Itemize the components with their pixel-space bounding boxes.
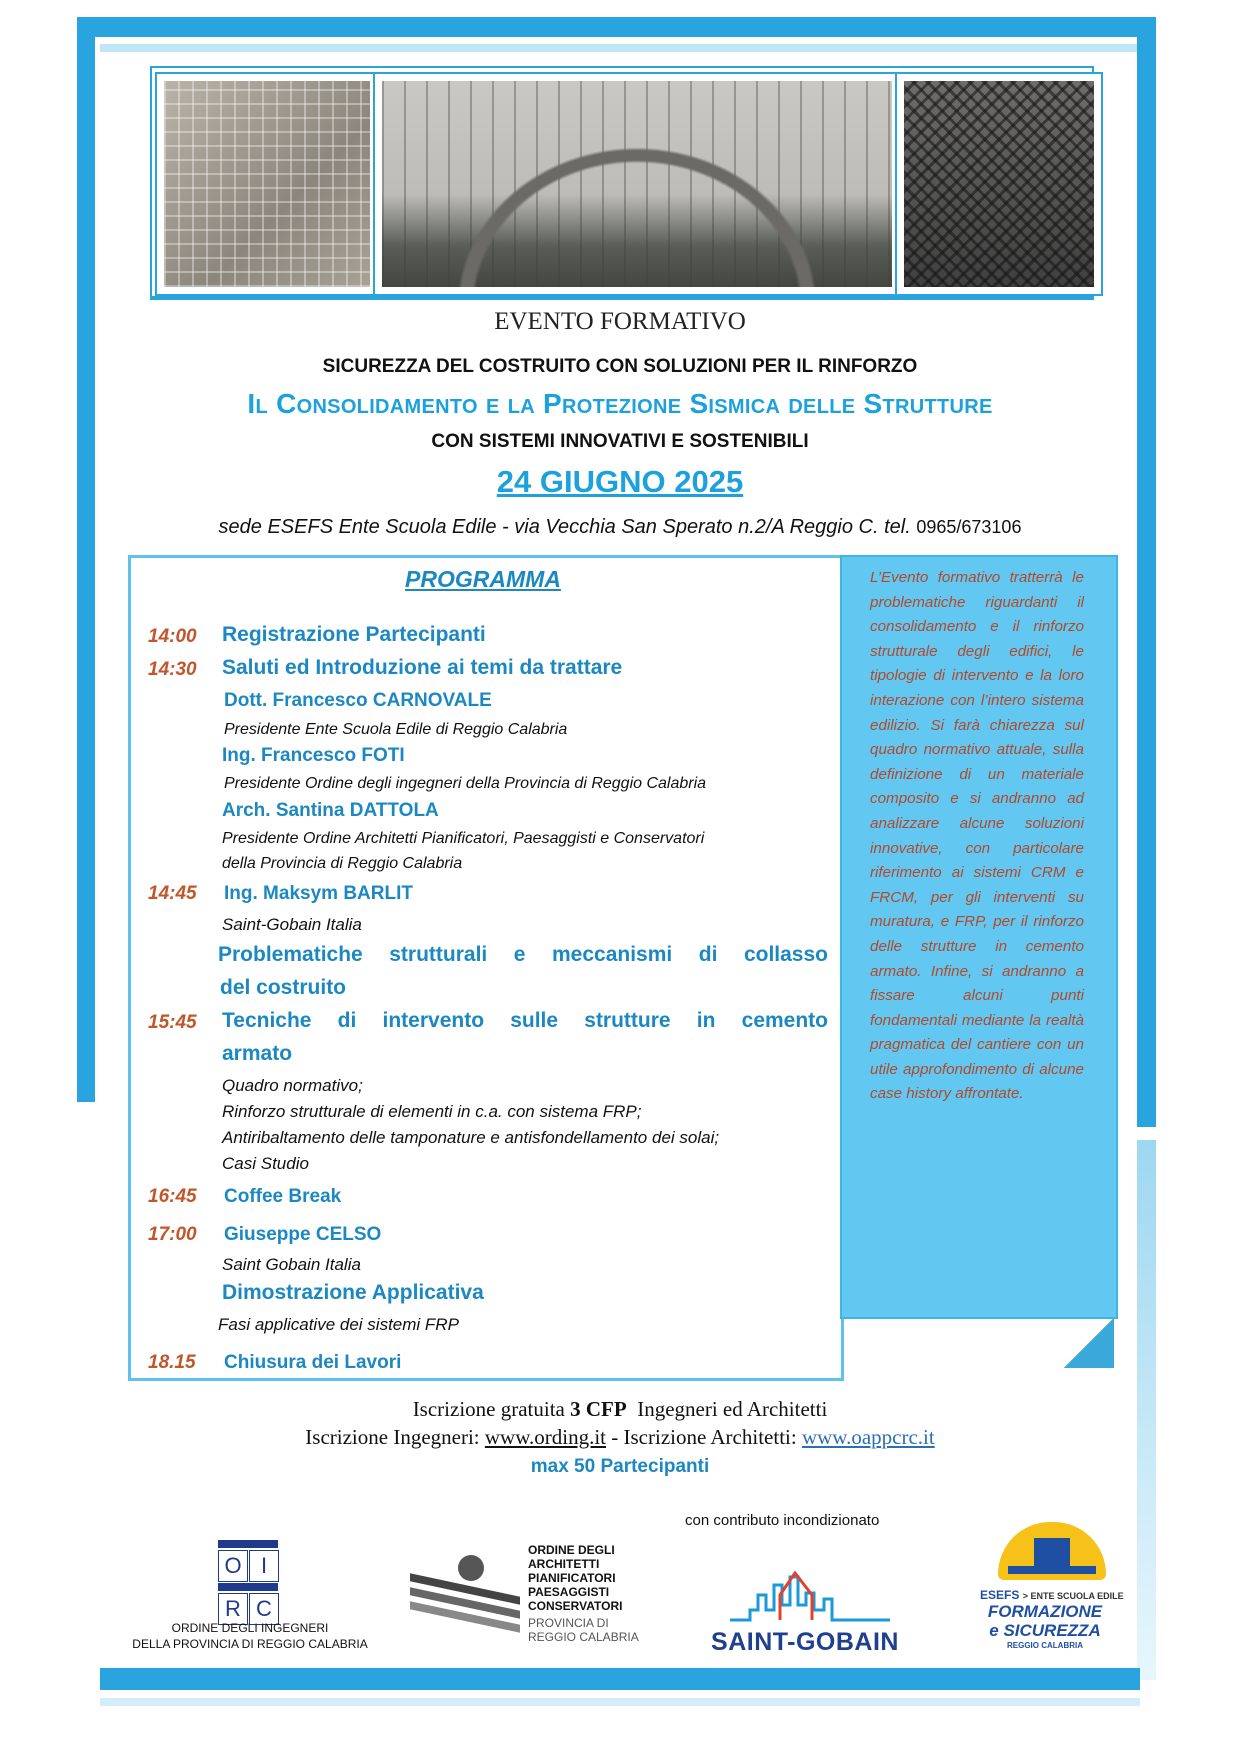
venue-phone: 0965/673106 <box>916 517 1022 537</box>
ording-link[interactable]: www.ording.it <box>484 1425 607 1449</box>
oirc-logo: O I R C <box>218 1540 278 1636</box>
registration-info: Iscrizione gratuita 3 CFP Ingegneri ed Architetti <box>412 1397 828 1421</box>
venue <box>100 516 1140 539</box>
frame-bottom-bar <box>100 1668 1140 1690</box>
frame-left-bar <box>77 17 95 1102</box>
photo-arch-structure <box>373 72 901 296</box>
time-1400: 14:00 <box>148 626 197 647</box>
photo-carbon-mesh <box>895 72 1103 296</box>
event-date: 24 GIUGNO 2025 <box>496 464 744 499</box>
frame-right-bar <box>1137 17 1156 1127</box>
speaker-celso: Giuseppe CELSO <box>224 1224 382 1245</box>
photo-mesh-wall <box>155 72 379 296</box>
subtitle-line-1: SICUREZZA DEL COSTRUITO CON SOLUZIONI PER IL RINFORZO <box>322 356 918 377</box>
talk-2-line-2: armato <box>222 1042 293 1065</box>
esefs-logo-city: REGGIO CALABRIA <box>1007 1641 1083 1650</box>
time-1430: 14:30 <box>148 659 197 680</box>
frame-top-strip <box>100 44 1140 52</box>
registration: Registrazione Partecipanti <box>222 623 486 646</box>
description-text: L’Evento formativo tratterrà le problematiche riguardanti il consolidamento e il rinforzo strutturale degli edifici, le tipologie di intervento e la loro interazione con l’intero sistema edilizio. Si farà chiarezza sul quadro normativo attuale, sulla definizione di un materiale composito e si andranno ad analizzare alcune soluzioni innovative, con particolare riferimento ai sistemi CRM e FRCM, per gli interventi su muratura, e FRP, per il rinforzo delle strutture in cemento armato. Infine, si andranno a fissare alcuni punti fondamentali mediante la realtà pragmatica del cantiere con un utile approfondimento di alcune case history affrontate. <box>870 569 1084 1103</box>
venue-address: sede ESEFS Ente Scuola Edile - via Vecchia San Sperato n.2/A Reggio C. tel. <box>218 516 911 538</box>
welcome: Saluti ed Introduzione ai temi da trattare <box>222 656 623 679</box>
architects-logo-text: ORDINE DEGLI ARCHITETTI PIANIFICATORI PAESAGGISTI CONSERVATORI <box>528 1543 623 1613</box>
talk-2-note-1: Quadro normativo; <box>222 1076 363 1095</box>
oappcrc-link[interactable]: www.oappcrc.it <box>801 1425 935 1449</box>
coffee-break: Coffee Break <box>224 1186 342 1207</box>
talk-2-note-4: Casi Studio <box>222 1154 309 1173</box>
esefs-helmet-icon <box>998 1522 1106 1580</box>
sponsor-note: con contributo incondizionato <box>685 1512 880 1529</box>
subtitle-line-3: CON SISTEMI INNOVATIVI E SOSTENIBILI <box>431 431 809 452</box>
saint-gobain-skyline-icon <box>720 1565 900 1627</box>
speaker-barlit: Ing. Maksym BARLIT <box>224 883 413 904</box>
talk-2-note-3: Antiribaltamento delle tamponature e antisfondellamento dei solai; <box>222 1128 720 1147</box>
time-1815: 18.15 <box>148 1352 196 1373</box>
saint-gobain-logo-text: SAINT-GOBAIN <box>711 1628 899 1656</box>
time-1545: 15:45 <box>148 1012 197 1033</box>
architects-logo-mark <box>410 1555 520 1625</box>
speaker-carnovale: Dott. Francesco CARNOVALE <box>224 690 492 711</box>
frame-bottom-strip <box>100 1698 1140 1706</box>
architects-logo-sub: PROVINCIA DI REGGIO CALABRIA <box>528 1616 639 1644</box>
esefs-logo-mid: FORMAZIONE <box>987 1602 1103 1621</box>
closing: Chiusura dei Lavori <box>224 1352 402 1373</box>
speaker-barlit-role: Saint-Gobain Italia <box>222 915 362 934</box>
time-1645: 16:45 <box>148 1186 197 1207</box>
speaker-celso-role: Saint Gobain Italia <box>222 1255 361 1274</box>
program-title: PROGRAMMA <box>405 566 561 592</box>
speaker-dattola-role-1: Presidente Ordine Architetti Pianificatori, Paesaggisti e Conservatori <box>222 830 705 847</box>
demo-note: Fasi applicative dei sistemi FRP <box>218 1315 459 1334</box>
talk-1-line-2: del costruito <box>220 976 347 999</box>
main-title: Il Consolidamento e la Protezione Sismica delle Strutture <box>247 388 993 419</box>
frame-top-bar <box>77 17 1156 37</box>
time-1445: 14:45 <box>148 883 197 904</box>
demo-title: Dimostrazione Applicativa <box>222 1281 484 1304</box>
talk-2-line-1: Tecniche di intervento sulle strutture in cemento <box>222 1009 828 1032</box>
speaker-carnovale-role: Presidente Ente Scuola Edile di Reggio Calabria <box>224 721 568 738</box>
speaker-dattola-role-2: della Provincia di Reggio Calabria <box>222 855 463 872</box>
time-1700: 17:00 <box>148 1224 197 1245</box>
talk-2-note-2: Rinforzo strutturale di elementi in c.a. con sistema FRP; <box>222 1102 642 1121</box>
event-type: EVENTO FORMATIVO <box>494 308 746 335</box>
esefs-logo-top: ESEFS > ENTE SCUOLA EDILE <box>980 1588 1124 1602</box>
oirc-caption: ORDINE DEGLI INGEGNERI DELLA PROVINCIA DI REGGIO CALABRIA <box>132 1621 368 1651</box>
speaker-foti-role: Presidente Ordine degli ingegneri della Provincia di Reggio Calabria <box>224 775 707 792</box>
page-curl <box>1064 1318 1114 1368</box>
registration-links: Iscrizione Ingegneri: www.ording.it - Iscrizione Architetti: www.oappcrc.it <box>305 1425 935 1449</box>
speaker-dattola: Arch. Santina DATTOLA <box>222 800 439 821</box>
talk-1-line-1: Problematiche strutturali e meccanismi di collasso <box>218 943 828 966</box>
max-participants: max 50 Partecipanti <box>530 1456 710 1477</box>
speaker-foti: Ing. Francesco FOTI <box>222 745 405 766</box>
esefs-logo-bot: e SICUREZZA <box>989 1621 1101 1640</box>
